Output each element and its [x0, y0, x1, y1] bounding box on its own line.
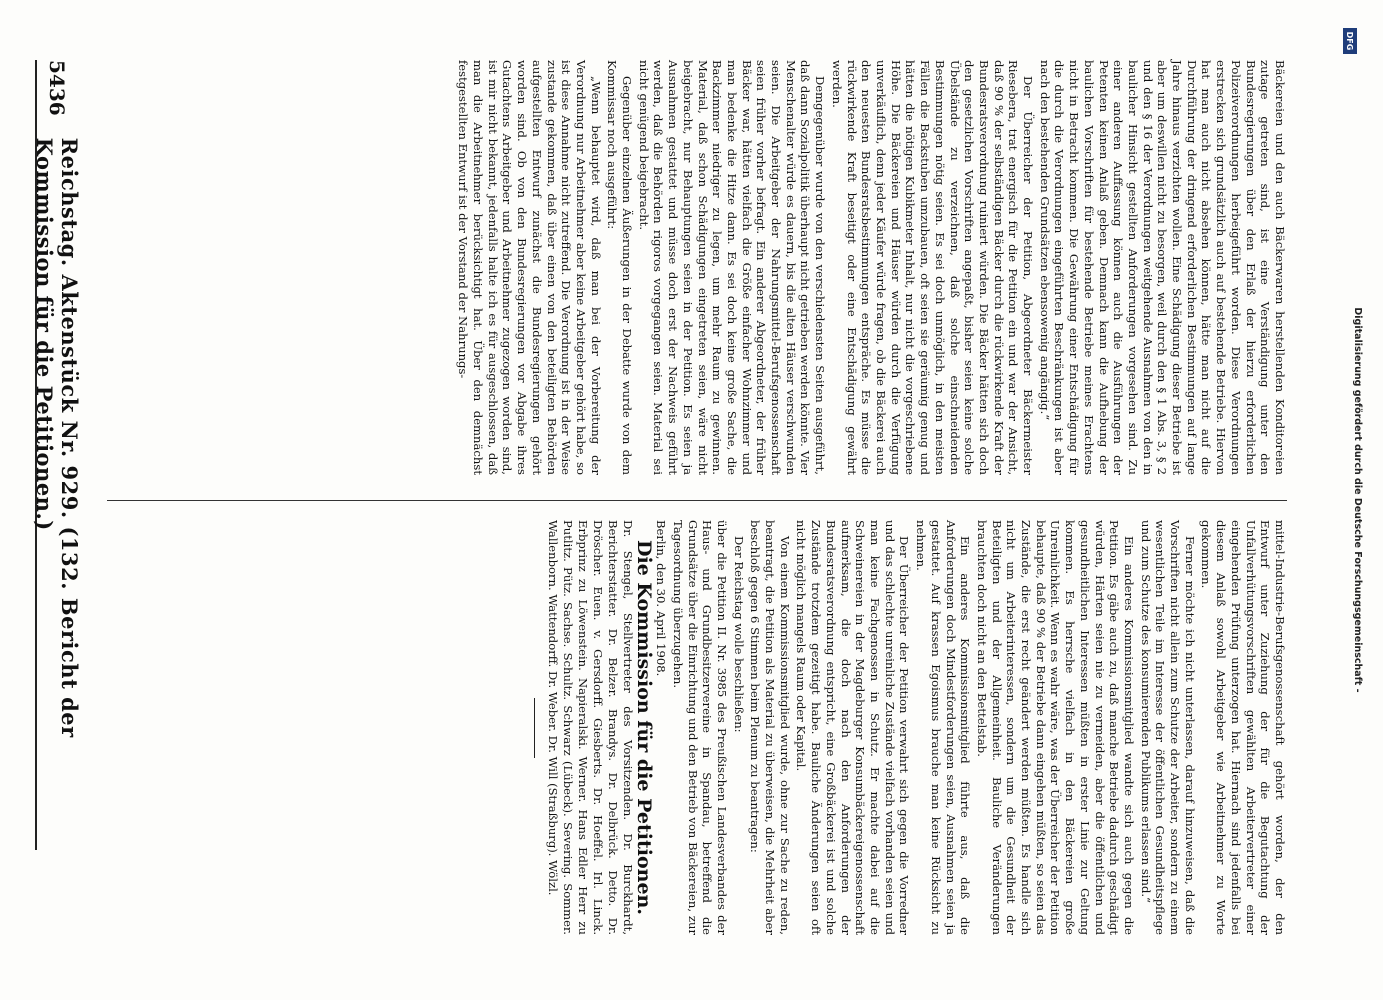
digitization-text: Digitalisierung gefördert durch die Deutsche Forschungsgemeinschaft - [1352, 307, 1363, 693]
paragraph: Gegenüber einzelnen Äußerungen in der Debatte wurde von dem Kommissar noch ausgeführt: [605, 60, 635, 475]
resolution-text: über die Petition II. Nr. 3985 des Preußischen Landesverbandes der Haus- und Grundbesitzervereine in Spandau, betreffend die Grundsätze über die Einrichtung und den Betrieb von Bäckereien, zur Tagesordnung überzugehen. [670, 520, 729, 935]
page-title: Reichstag. Aktenstück Nr. 929. (132. Bericht der Kommission für die Petitionen.) [32, 137, 82, 738]
column-divider [107, 500, 1287, 501]
paragraph: Der Überreicher der Petition, Abgeordneter Bäckermeister Riesebera, trat energisch für die Petition ein und war der Ansicht, daß 90 % der selbständigen Bäcker durch die rückwirkende Kraft der Bundesratsverordnung ruiniert würden. Die Bäcker hätten sich doch den gesetzlichen Vorschriften angepaßt, bisher seien keine solche Übelstände zu verzeichnen, daß solche einschneidenden Bestimmungen nötig seien. Es sei doch unmöglich, in den meisten Fällen die Backstuben umzubauen, oft seien sie geräumig genug und hätten die nötigen Kubikmeter Inhalt, nur nicht die vorgeschriebene Höhe. Die Bäckereien und Häuser würden durch die Verfügung unverkäuflich, denn jeder Käufer würde fragen, ob die Bäckerei auch den neuesten Bundesratsbestimmungen entspräche. Es müsse die rückwirkende Kraft beseitigt oder eine Entschädigung gewährt werden. [829, 60, 1036, 475]
paragraph: Ein anderes Kommissionsmitglied führte aus, daß die Anforderungen doch Mindestforderungen seien, Ausnahmen seien ja gestattet. Auf krassen Egoismus brauche man keine Rücksicht zu nehmen. [914, 520, 973, 935]
paragraph: „Wenn behauptet wird, daß man bei der Vorbereitung der Verordnung nur Arbeitnehmer aber keine Arbeitgeber gehört habe, so ist diese Annahme nicht zutreffend. Die Verordnung ist in der Weise zustande gekommen, daß über einen von den beteiligten Behörden aufgestellten Entwurf zunächst die Bundesregierungen gehört worden sind. Ob von den Bundesregierungen vor Abgabe ihres Gutachtens Arbeitgeber und Arbeitnehmer zugezogen worden sind, ist mir nicht bekannt, jedenfalls halte ich es für ausgeschlossen, daß man die Arbeitnehmer berücksichtigt hat. Über den demnächst festgestellten Entwurf ist der Vorstand der Nahrungs- [456, 60, 603, 475]
page-number: 5436 [45, 60, 69, 116]
paragraph: Ferner möchte ich nicht unterlassen, darauf hinzuweisen, daß die Vorschriften nicht allein zum Schutze der Arbeiter, sondern zu einem wesentlichen Teile im Interesse der öffentlichen Gesundheitspflege und zum Schutze des konsumierenden Publikums erlassen sind.“ [1138, 520, 1197, 935]
dfg-logo-icon: DFG [1343, 28, 1357, 54]
closing-rule [534, 698, 535, 758]
paragraph: mittel-Industrie-Berufsgenossenschaft gehört worden, der den Entwurf unter Zuziehung der für die Begutachtung der Unfallverhütungsvorschriften gewählten Arbeitervertreter einer eingehenden Prüfung unterzogen hat. Hiernach sind jedenfalls bei diesem Anlaß sowohl Arbeitgeber wie Arbeitnehmer zu Worte gekommen. [1199, 520, 1287, 935]
commission-title: Die Kommission für die Petitionen. [633, 540, 656, 915]
left-column [454, 60, 1287, 475]
paragraph: Bäckereien und den auch Bäckerwaren herstellenden Konditoreien zutage getreten sind, ist eine Verständigung unter den Bundesregierungen über den Erlaß der hierzu erforderlichen Polizeiverordnungen herbeigeführt worden. Diese Verordnungen erstrecken sich grundsätzlich auch auf bestehende Betriebe. Hiervon hat man auch nicht absehen können, hätte man nicht auf die Durchführung der dringend erforderlichen Bestimmungen auf lange Jahre hinaus verzichten wollen. Eine Schädigung dieser Betriebe ist aber um deswillen nicht zu besorgen, weil durch den § 1 Abs. 3, § 2 und den § 16 der Verordnungen weitgehende Ausnahmen von den in baulicher Hinsicht gestellten Anforderungen vorgesehen sind. Zu einer anderen Auffassung können auch die Ausführungen der Petenten keinen Anlaß geben. Demnach kann die Aufhebung der baulichen Vorschriften für bestehende Betriebe meines Erachtens nicht in Betracht kommen. Die Gewährung einer Entschädigung für die durch die Verordnungen eingeführten Beschränkungen ist aber nach den bestehenden Grundsätzen ebensowenig angängig.“ [1037, 60, 1287, 475]
paragraph: Von einem Kommissionsmitglied wurde, ohne zur Sache zu reden, beantragt, die Petition als Material zu überweisen, die Mehrheit aber beschloß gegen 6 Stimmen beim Plenum zu beantragen: [748, 520, 792, 935]
signatories: Dr. Stengel, Stellvertreter des Vorsitzenden. Dr. Burckhardt, Berichterstatter. Dr. Belzer. Brandys. Dr. Delbrück. Detto. Dr. Dröscher. Euen. v. Gersdorff. Giesberts. Dr. Hoeffel. Irl. Linck. Erbprinz zu Löwenstein. Napieralski. Werner. Hans Edler Herr zu Putlitz. Pütz. Sachse. Schultz. Schwarz (Lübeck). Severing. Sommer. Wallenborn. Wattendorff. Dr. Weber. Dr. Will (Straßburg). Wölzl. [545, 520, 635, 935]
paragraph: Ein anderes Kommissionsmitglied wandte sich auch gegen die Petition. Es gäbe auch zu, daß manche Betriebe dadurch geschädigt würden, Härten seien nie zu vermeiden, aber die öffentlichen und gesundheitlichen Interessen müßten in erster Linie zur Geltung kommen. Es herrsche vielfach in den Bäckereien große Unreinlichkeit. Wenn es wahr wäre, was der Überreicher der Petition behaupte, daß 90 % der Betriebe dann eingehen müßten, so seien das Zustände, die erst recht geändert werden müßten. Es handle sich nicht um Arbeiterinteressen, sondern um die Gesundheit der Beteiligten und der Allgemeinheit. Bauliche Veränderungen brauchten doch nicht an den Bettelstab. [974, 520, 1136, 935]
right-column [524, 520, 1287, 935]
page-header [32, 60, 82, 850]
paragraph: Demgegenüber wurde von den verschiedensten Seiten ausgeführt, daß dann Sozialpolitik überhaupt nicht getrieben werden könnte. Vier Menschenalter würde es dauern, bis die alten Häuser verschwunden seien. Die Arbeitgeber der Nahrungsmittel-Berufsgenossenschaft seien früher vorher befragt. Ein anderer Abgeordneter, der früher Bäcker war, hätten vielfach die Größe einfacher Wohnzimmer und man bedenke die Hitze dann. Es sei doch keine große Sache, die Backzimmer niedriger zu legen, um mehr Raum zu gewinnen. Material, daß schon Schädigungen eingetreten seien, wäre nicht beigebracht, nur Behauptungen seien in der Petition. Es seien ja Ausnahmen gestattet und müsse doch erst der Nachweis geführt werden, daß die Behörden rigoros vorgegangen seien. Material sei nicht genügend beigebracht. [636, 60, 828, 475]
date-line: Berlin, den 30. April 1908. [654, 520, 669, 677]
resolution-intro: Der Reichstag wolle beschließen: [731, 536, 746, 733]
digitization-note [1345, 20, 1363, 980]
paragraph: Der Überreicher der Petition verwahrt sich gegen die Vorredner und das schlechte unreinliche Zustände vielfach vorhanden seien und man keine Fachgenossen in Schutz. Er machte dabei auf die Schweinereien in der Magdeburger Konsumbäckereigenossenschaft aufmerksam, die doch nach den Anforderungen der Bundesratsverordnung entspricht, eine Großbäckerei ist und solche Zustände trotzdem gezeitigt habe. Bauliche Änderungen seien oft nicht möglich mangels Raum oder Kapital. [794, 520, 912, 935]
